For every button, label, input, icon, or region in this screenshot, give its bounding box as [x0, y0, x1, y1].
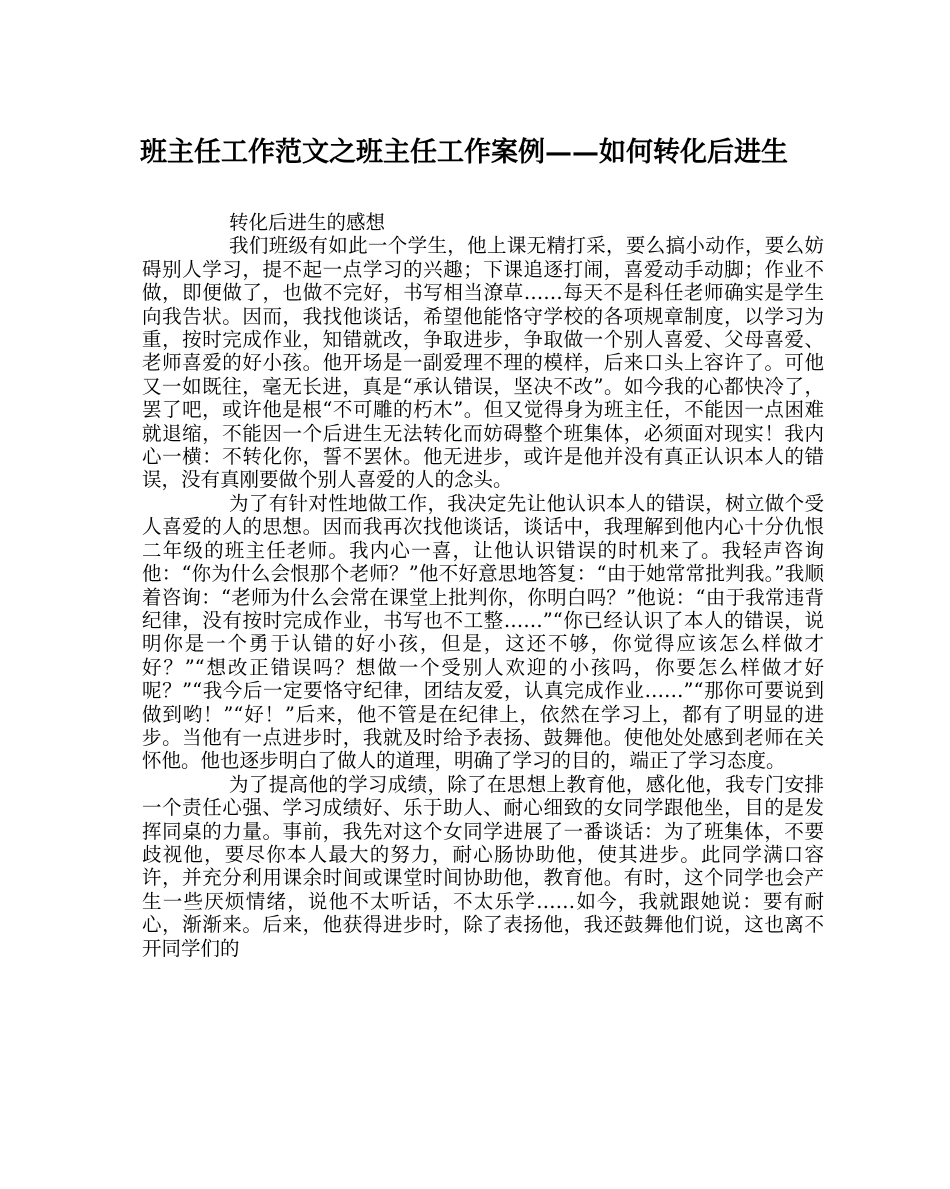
section-subtitle: 转化后进生的感想	[229, 211, 386, 234]
paragraph-3: 为了提高他的学习成绩，除了在思想上教育他，感化他，我专门安排一个责任心强、学习成绩好、乐于助人、耐心细致的女同学跟他坐，目的是发挥同桌的力量。事前，我先对这个女同学进展了一番谈话：为了班集体，不要歧视他，要尽你本人最大的努力，耐心肠协助他，使其进步。此同学满口容许，并充分利用课余时间或课堂时间协助他，教育他。有时，这个同学也会产生一些厌烦情绪，说他不太听话，不太乐学……如今，我就跟她说：要有耐心，渐渐来。后来，他获得进步时，除了表扬他，我还鼓舞他们说，这也离不开同学们的	[142, 772, 824, 960]
document-body	[142, 211, 824, 960]
paragraph-2: 为了有针对性地做工作，我决定先让他认识本人的错误，树立做个受人喜爱的人的思想。因而我再次找他谈话，谈话中，我理解到他内心十分仇恨二年级的班主任老师。我内心一喜，让他认识错误的时机来了。我轻声咨询他：“你为什么会恨那个老师？”他不好意思地答复：“由于她常常批判我。”我顺着咨询：“老师为什么会常在课堂上批判你，你明白吗？”他说：“由于我常违背纪律，没有按时完成作业，书写也不工整……”“你已经认识了本人的错误，说明你是一个勇于认错的好小孩，但是，这还不够，你觉得应该怎么样做才好？”“想改正错误吗？想做一个受别人欢迎的小孩吗，你要怎么样做才好呢？”“我今后一定要恪守纪律，团结友爱，认真完成作业……”“那你可要说到做到哟！”“好！”后来，他不管是在纪律上，依然在学习上，都有了明显的进步。当他有一点进步时，我就及时给予表扬、鼓舞他。使他处处感到老师在关怀他。他也逐步明白了做人的道理，明确了学习的目的，端正了学习态度。	[142, 491, 824, 773]
document-title: 班主任工作范文之班主任工作案例——如何转化后进生	[140, 137, 788, 168]
paragraph-1: 我们班级有如此一个学生，他上课无精打采，要么搞小动作，要么妨碍别人学习，提不起一点学习的兴趣；下课追逐打闹，喜爱动手动脚；作业不做，即便做了，也做不完好，书写相当潦草……每天不是科任老师确实是学生向我告状。因而，我找他谈话，希望他能恪守学校的各项规章制度，以学习为重，按时完成作业，知错就改，争取进步，争取做一个别人喜爱、父母喜爱、老师喜爱的好小孩。他开场是一副爱理不理的模样，后来口头上容许了。可他又一如既往，毫无长进，真是“承认错误，坚决不改”。如今我的心都快冷了，罢了吧，或许他是根“不可雕的朽木”。但又觉得身为班主任，不能因一点困难就退缩，不能因一个后进生无法转化而妨碍整个班集体，必须面对现实！我内心一横：不转化你，誓不罢休。他无进步，或许是他并没有真正认识本人的错误，没有真刚要做个别人喜爱的人的念头。	[142, 234, 824, 492]
